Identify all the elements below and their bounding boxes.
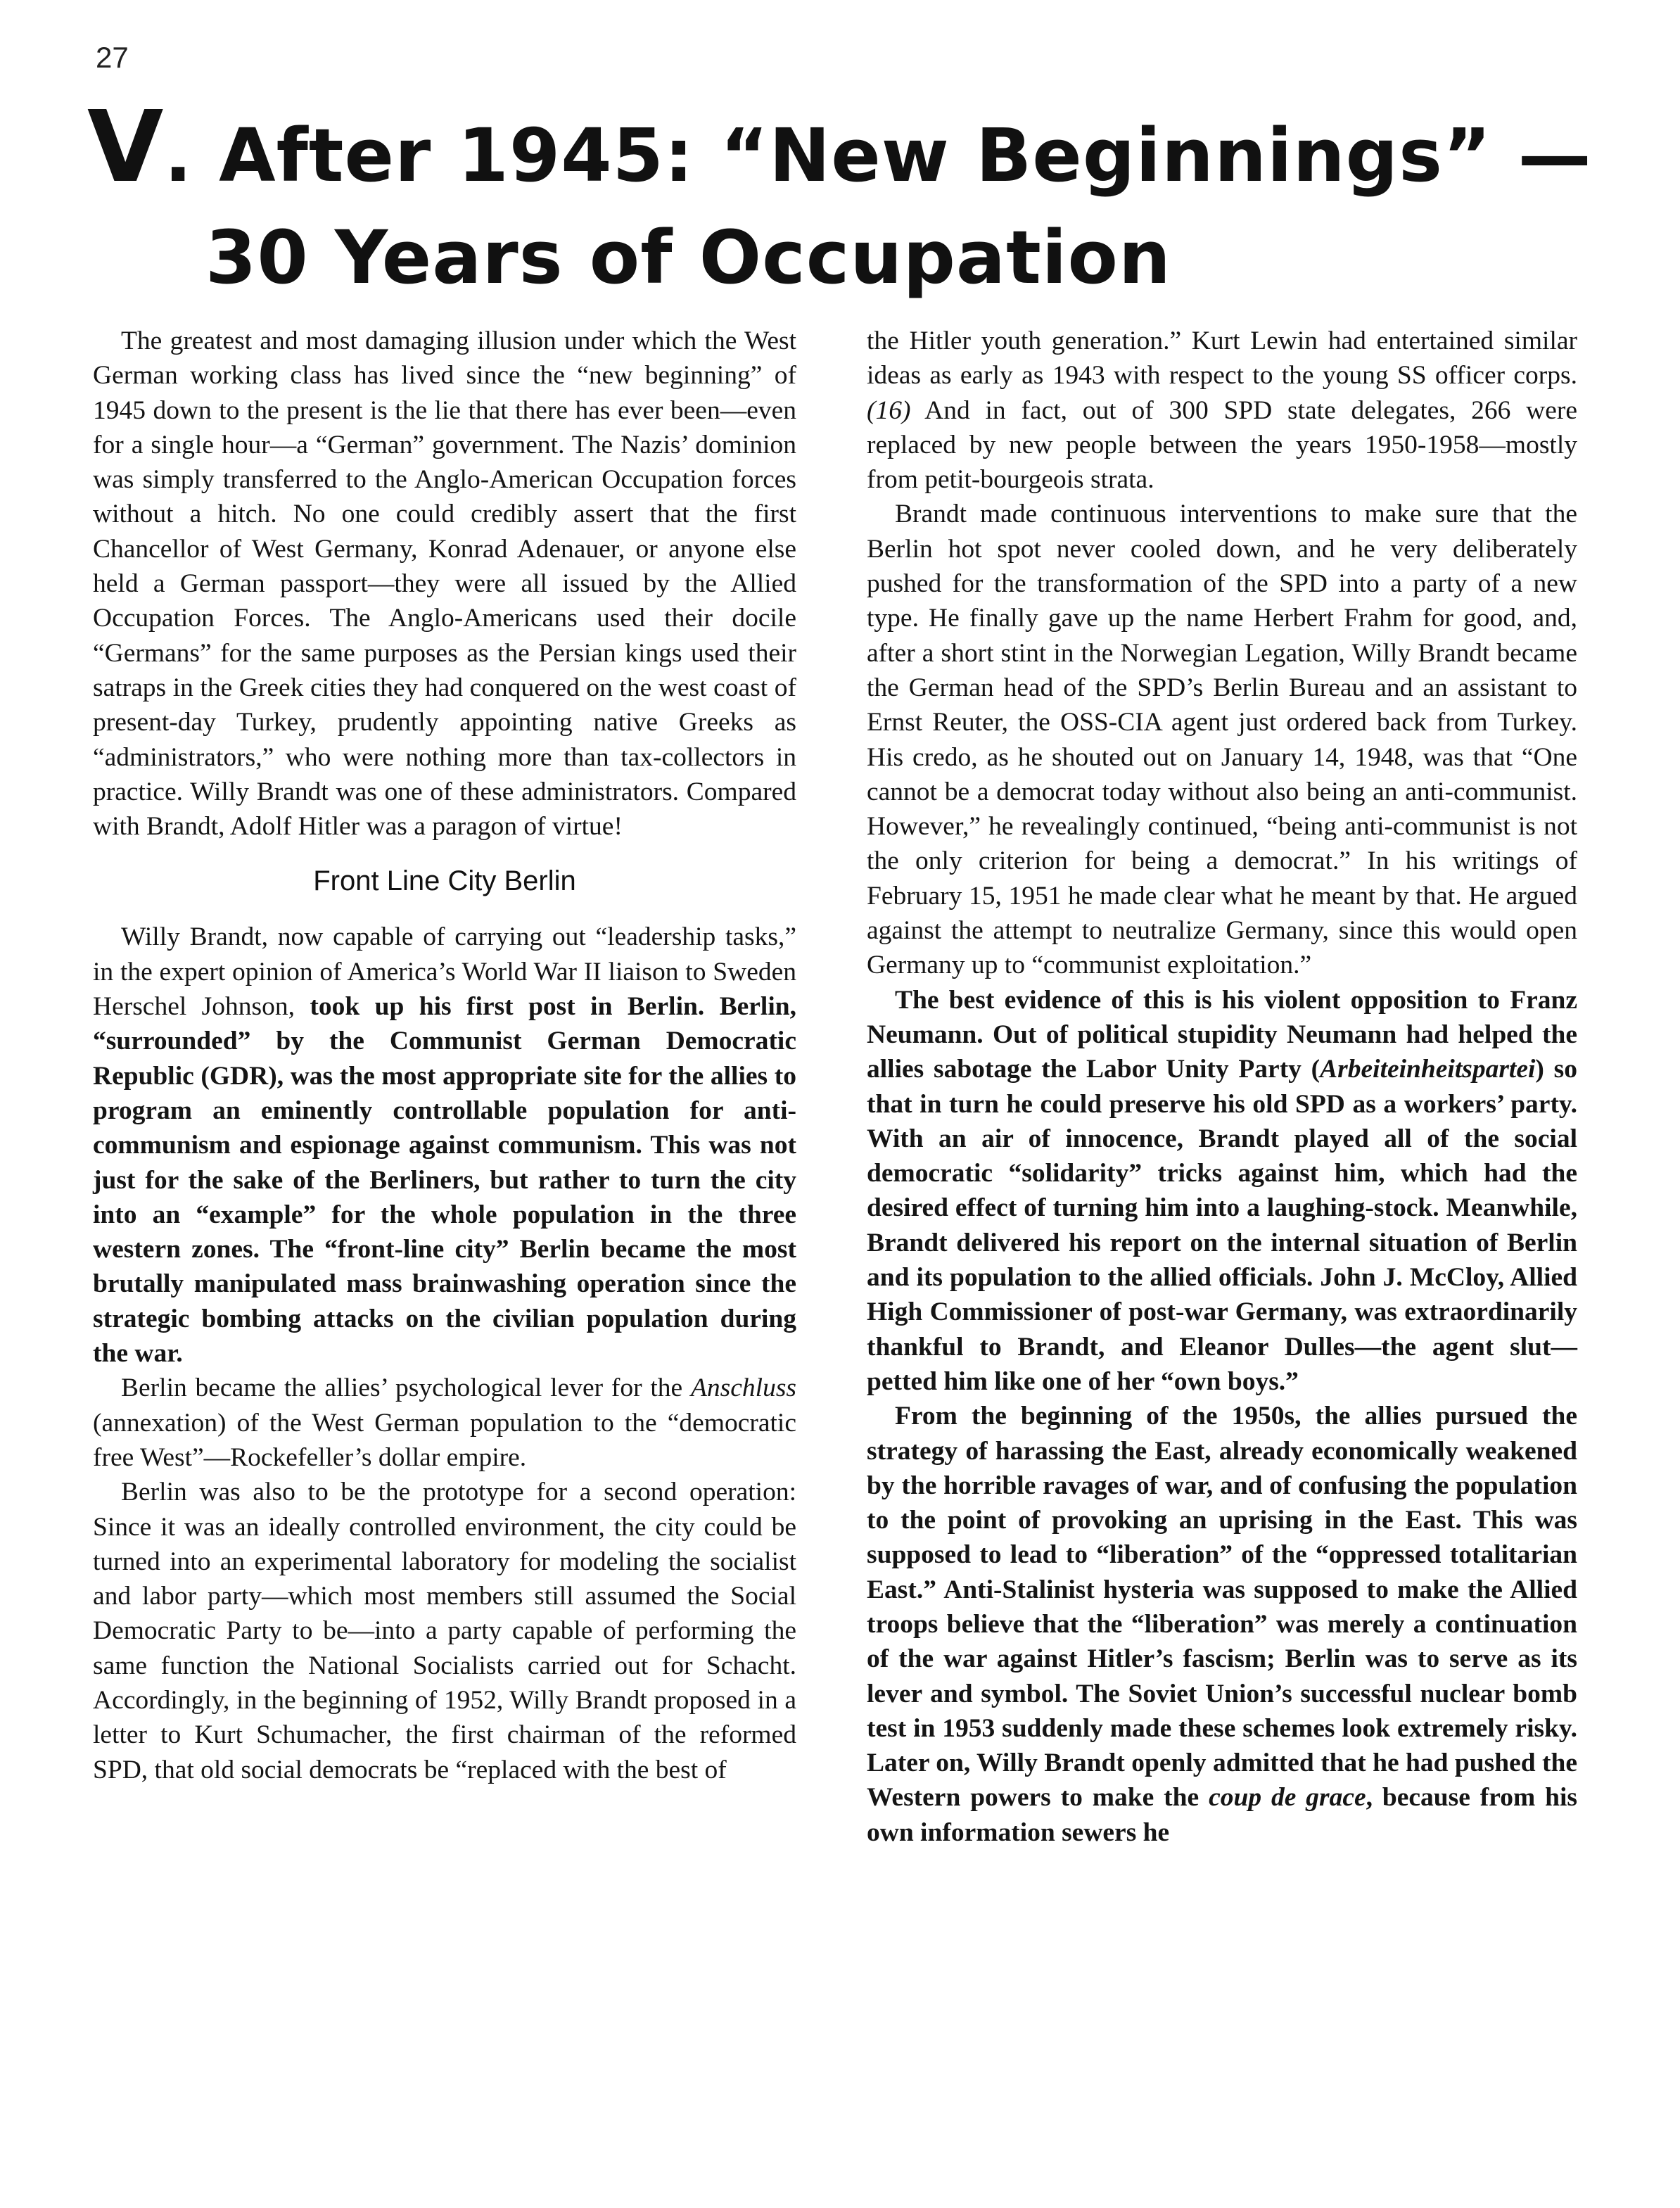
paragraph xyxy=(867,983,1577,1400)
paragraph-text: The best evidence of this is his violent opposition to Franz Neumann. Out of political stupidity Neumann had helped the allies sabotage the Labor Unity Party ( xyxy=(867,985,1577,1084)
chapter-title-line1-text: . After 1945: “New Beginnings” — xyxy=(164,113,1592,198)
chapter-title-line1 xyxy=(87,90,1592,205)
section-heading: Front Line City Berlin xyxy=(313,865,576,897)
paragraph xyxy=(93,1371,796,1475)
paragraph-text: And in fact, out of 300 SPD state delegates, 266 were replaced by new people between the years 1950-1958—mostly from petit-bourgeois strata. xyxy=(867,395,1577,495)
paragraph-text: From the beginning of the 1950s, the allies pursued the strategy of harassing the East, already economically weakened by the horrible ravages of war, and of confusing the population to the point of provoking an uprising in the East. This was supposed to lead to “liberation” of the “oppressed totalitarian East.” Anti-Stalinist hysteria was supposed to make the Allied troops believe that the “liberation” was merely a continuation of the war against Hitler’s fascism; Berlin was to serve as its lever and symbol. The Soviet Union’s successful nuclear bomb test in 1953 suddenly made these schemes look extremely risky. Later on, Willy Brandt openly admitted that he had pushed the Western powers to make the xyxy=(867,1402,1577,1813)
chapter-numeral: V xyxy=(87,90,165,205)
paragraph-text: ) so that in turn he could preserve his old SPD as a workers’ party. With an air of innocence, Brandt played all of the social democratic “solidarity” tricks against him, which had the desired effect of turning him into a laughing-stock. Meanwhile, Brandt delivered his report on the internal situation of Berlin and its population to the allied officials. John J. McCloy, Allied High Commissioner of post-war Germany, was extraordinarily thankful to Brandt, and Eleanor Dulles—the agent slut—petted him like one of her “own boys.” xyxy=(867,1055,1577,1396)
paragraph-text: Willy Brandt, now capable of carrying out “leadership tasks,” in the expert opinion of America’s World War II liaison to Sweden Herschel Johnson, xyxy=(93,922,796,1022)
paragraph-text: (annexation) of the West German population to the “democratic free West”—Rockefeller’s dollar empire. xyxy=(93,1408,796,1472)
paragraph-text: the Hitler youth generation.” Kurt Lewin had entertained similar ideas as early as 1943 with respect to the young SS officer corps. xyxy=(867,326,1577,391)
paragraph-text: Berlin became the allies’ psychological lever for the xyxy=(121,1373,691,1403)
chapter-title xyxy=(87,90,1592,310)
italic-term: Anschluss xyxy=(691,1373,796,1403)
chapter-title-line2: 30 Years of Occupation xyxy=(205,215,1171,300)
paragraph: Brandt made continuous interventions to make sure that the Berlin hot spot never cooled down, and he very deliberately pushed for the transformation of the SPD into a party of a new type. He finally gave up the name Herbert Frahm for good, and, after a short stint in the Norwegian Legation, Willy Brandt became the German head of the SPD’s Berlin Bureau and an assistant to Ernst Reuter, the OSS-CIA agent just ordered back from Turkey. His credo, as he shouted out on January 14, 1948, was that “One cannot be a democrat today without also being an anti-communist. However,” he revealingly continued, “being anti-communist is not the only criterion for being a democrat.” In his writings of February 15, 1951 he made clear what he meant by that. He argued against the attempt to neutralize Germany, since this would open Germany up to “communist exploitation.” xyxy=(867,500,1577,980)
paragraph-text-bold: took up his first post in Berlin. Berlin, “surrounded” by the Communist German Democratic Republic (GDR), was the most appropriate site for the allies to program an eminently controllable population for anti-communism and espionage against communism. This was not just for the sake of the Berliners, but rather to turn the city into an “example” for the whole population in the three western zones. The “front-line city” Berlin became the most brutally manipulated mass brainwashing operation since the strategic bombing attacks on the civilian population during the war. xyxy=(93,992,796,1369)
paragraph: Berlin was also to be the prototype for a second operation: Since it was an ideally controlled environment, the city could be turned into an experimental laboratory for modeling the socialist and labor party—which most members still assumed the Social Democratic Party to be—into a party capable of performing the same function the National Socialists carried out for Schacht. Accordingly, in the beginning of 1952, Willy Brandt proposed in a letter to Kurt Schumacher, the first chairman of the reformed SPD, that old social democrats be “replaced with the best of xyxy=(93,1478,796,1784)
italic-term: Arbeiteinheitspartei xyxy=(1320,1055,1536,1084)
paragraph xyxy=(867,324,1577,497)
paragraph-text: , because from his own information sewers he xyxy=(867,1783,1577,1847)
paragraph xyxy=(93,920,796,1371)
left-column xyxy=(93,324,796,1787)
paragraph: The greatest and most damaging illusion under which the West German working class has lived since the “new beginning” of 1945 down to the present is the lie that there has ever been—even for a single hour—a “German” government. The Nazis’ dominion was simply transferred to the Anglo-American Occupation forces without a hitch. No one could credibly assert that the first Chancellor of West Germany, Konrad Adenauer, or anyone else held a German passport—they were all issued by the Allied Occupation Forces. The Anglo-Americans used their docile “Germans” for the same purposes as the Persian kings used their satraps in the Greek cities they had conquered on the west coast of present-day Turkey, prudently appointing native Greeks as “administrators,” who were nothing more than tax-collectors in practice. Willy Brandt was one of these administrators. Compared with Brandt, Adolf Hitler was a paragon of virtue! xyxy=(93,326,796,842)
footnote-reference: (16) xyxy=(867,395,911,425)
paragraph xyxy=(867,1399,1577,1850)
right-column xyxy=(867,324,1577,1850)
page-number: 27 xyxy=(96,41,129,74)
italic-term: coup de grace xyxy=(1209,1783,1366,1813)
